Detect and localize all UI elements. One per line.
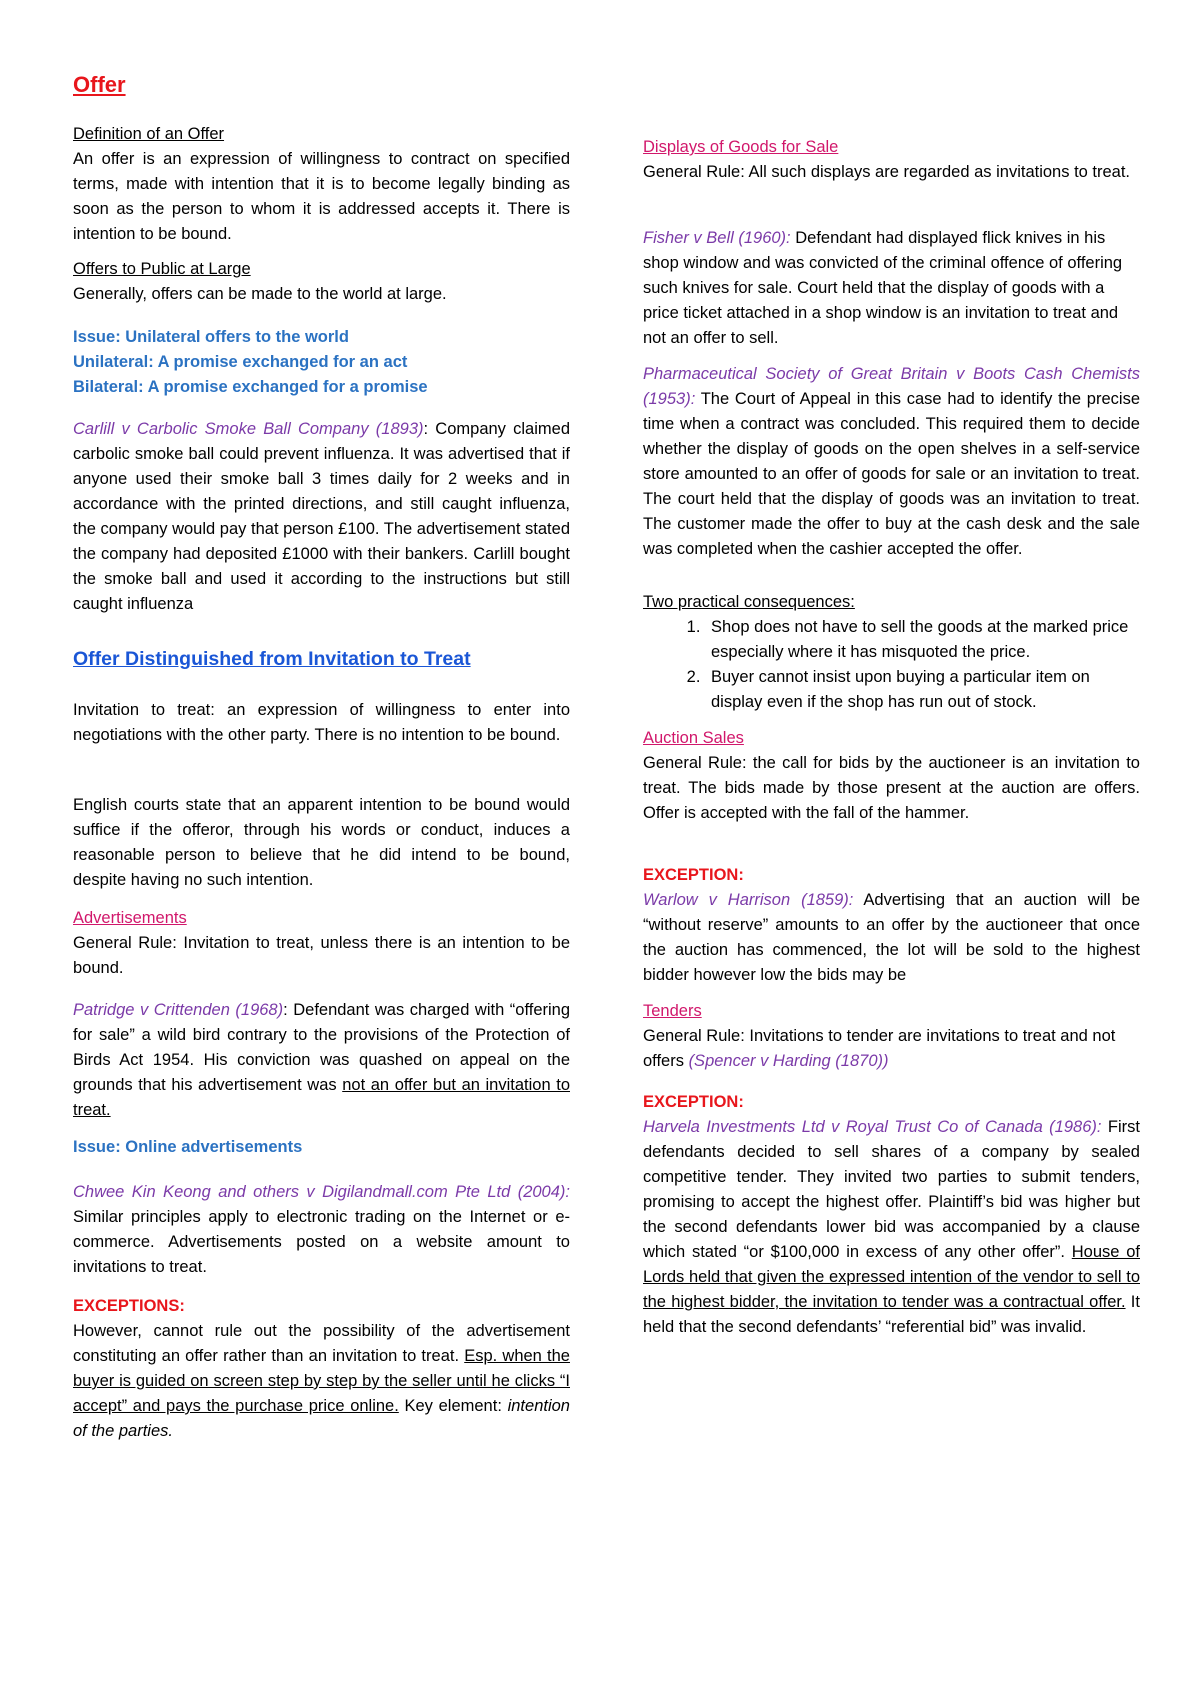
partridge-paragraph xyxy=(73,998,570,1123)
warlow-case-name: Warlow v Harrison (1859): xyxy=(643,891,854,909)
chwee-paragraph xyxy=(73,1180,570,1280)
boots-paragraph xyxy=(643,362,1140,562)
auction-heading: Auction Sales xyxy=(643,729,744,747)
harvela-paragraph xyxy=(643,1115,1140,1340)
displays-section xyxy=(643,135,1140,185)
distinguished-heading: Offer Distinguished from Invitation to Treat xyxy=(73,648,471,670)
fisher-text: Defendant had displayed flick knives in his shop window and was convicted of the criminal offence of offering such knives for sale. Court held that the display of goods with a price ticket attached in a shop window is an invitation to treat and not an offer to sell. xyxy=(643,229,1123,347)
boots-case-name: Pharmaceutical Society of Great Britain v Boots Cash Chemists (1953): xyxy=(643,365,1140,408)
carlill-colon: : xyxy=(423,420,429,438)
chwee-case-name: Chwee Kin Keong and others v Digilandmall.com Pte Ltd (2004): xyxy=(73,1183,570,1201)
partridge-case-name: Patridge v Crittenden (1968) xyxy=(73,1001,284,1019)
itt-paragraph: Invitation to treat: an expression of willingness to enter into negotiations with the other party. There is no intention to be bound. xyxy=(73,701,570,744)
tenders-heading: Tenders xyxy=(643,1002,702,1020)
advertisements-rule: General Rule: Invitation to treat, unless there is an intention to be bound. xyxy=(73,934,570,977)
carlill-text: Company claimed carbolic smoke ball could prevent influenza. It was advertised that if anyone used their smoke ball 3 times daily for 2 weeks and in accordance with the printed directions, and still caught influenza, the company would pay that person £100. The advertisement stated the company had deposited £1000 with their bankers. Carlill bought the smoke ball and used it according to the instructions but still caught influenza xyxy=(73,420,570,613)
fisher-paragraph xyxy=(643,226,1140,351)
tenders-section xyxy=(643,999,1140,1074)
list-item: 2. Buyer cannot insist upon buying a particular item on display even if the shop has run out of stock. xyxy=(705,665,1140,715)
exceptions-heading: EXCEPTIONS: xyxy=(73,1297,185,1315)
issue-line-2: Unilateral: A promise exchanged for an act xyxy=(73,353,408,371)
exceptions-text: However, cannot rule out the possibility of the advertisement constituting an offer rather than an invitation to treat. xyxy=(73,1322,570,1365)
public-text: Generally, offers can be made to the world at large. xyxy=(73,285,447,303)
warlow-paragraph xyxy=(643,888,1140,988)
online-issue: Issue: Online advertisements xyxy=(73,1138,303,1156)
consequences-section xyxy=(643,590,1140,715)
english-courts-paragraph: English courts state that an apparent intention to be bound would suffice if the offeror, through his words or conduct, induces a reasonable person to believe that he did intend to be bound, despite having no such intention. xyxy=(73,796,570,889)
tenders-exception-heading: EXCEPTION: xyxy=(643,1093,744,1111)
exceptions-italic: intention of the parties. xyxy=(73,1397,570,1440)
partridge-underlined: not an offer but an invitation to treat. xyxy=(73,1076,570,1119)
exceptions-underlined: Esp. when the buyer is guided on screen step by step by the seller until he clicks “I accept” and pays the purchase price online. xyxy=(73,1347,570,1415)
advertisements-section xyxy=(73,906,570,981)
public-heading: Offers to Public at Large xyxy=(73,260,251,278)
fisher-case-name: Fisher v Bell (1960): xyxy=(643,229,791,247)
issue-line-3: Bilateral: A promise exchanged for a promise xyxy=(73,378,428,396)
displays-rule: General Rule: All such displays are regarded as invitations to treat. xyxy=(643,163,1131,181)
tenders-rule: General Rule: Invitations to tender are invitations to treat and not offers xyxy=(643,1027,1116,1070)
page-title: Offer xyxy=(73,72,126,97)
public-section xyxy=(73,257,570,307)
chwee-text: Similar principles apply to electronic trading on the Internet or e-commerce. Advertisements posted on a website amount to invitations to treat. xyxy=(73,1208,570,1276)
consequences-list xyxy=(643,615,1140,715)
list-item: 1. Shop does not have to sell the goods at the marked price especially where it has misquoted the price. xyxy=(705,615,1140,665)
auction-exception xyxy=(643,863,1140,988)
auction-rule: General Rule: the call for bids by the auctioneer is an invitation to treat. The bids made by those present at the auction are offers. Offer is accepted with the fall of the hammer. xyxy=(643,754,1140,822)
tenders-exception xyxy=(643,1090,1140,1340)
partridge-text: Defendant was charged with “offering for sale” a wild bird contrary to the provisions of the Protection of Birds Act 1954. His conviction was quashed on appeal on the grounds that his advertisement was xyxy=(73,1001,571,1094)
carlill-case-name: Carlill v Carbolic Smoke Ball Company (1893) xyxy=(73,420,424,438)
definition-section xyxy=(73,122,570,247)
unilateral-issue xyxy=(73,325,570,400)
auction-section xyxy=(643,726,1140,826)
tenders-paragraph xyxy=(643,1024,1140,1074)
exceptions-section xyxy=(73,1294,570,1444)
warlow-text: Advertising that an auction will be “without reserve” amounts to an offer by the auctioneer that once the auction has commenced, the lot will be sold to the highest bidder however low the bids may be xyxy=(643,891,1140,984)
exceptions-paragraph xyxy=(73,1319,570,1444)
issue-line-1: Issue: Unilateral offers to the world xyxy=(73,328,349,346)
definition-heading: Definition of an Offer xyxy=(73,125,225,143)
spencer-case-name: (Spencer v Harding (1870)) xyxy=(688,1052,889,1070)
harvela-end: It held that the second defendants’ “referential bid” was invalid. xyxy=(643,1293,1140,1336)
auction-exception-heading: EXCEPTION: xyxy=(643,866,744,884)
advertisements-heading: Advertisements xyxy=(73,909,187,927)
harvela-case-name: Harvela Investments Ltd v Royal Trust Co of Canada (1986): xyxy=(643,1118,1102,1136)
boots-text: The Court of Appeal in this case had to identify the precise time when a contract was concluded. This required them to decide whether the display of goods on the open shelves in a self-service store amounted to an offer of goods for sale or an invitation to treat. The court held that the display of goods was an invitation to treat. The customer made the offer to buy at the cash desk and the sale was completed when the cashier accepted the offer. xyxy=(643,390,1140,558)
harvela-text: First defendants decided to sell shares of a company by sealed competitive tender. They invited two parties to submit tenders, promising to accept the highest offer. Plaintiff’s bid was higher but the second defendants lower bid was accompanied by a clause which stated “or $100,000 in excess of any other offer”. xyxy=(643,1118,1140,1261)
partridge-colon: : xyxy=(283,1001,288,1019)
exceptions-key: Key element: xyxy=(398,1397,508,1415)
displays-heading: Displays of Goods for Sale xyxy=(643,138,839,156)
harvela-underlined: House of Lords held that given the expressed intention of the vendor to sell to the highest bidder, the invitation to tender was a contractual offer. xyxy=(643,1243,1140,1311)
consequences-heading: Two practical consequences: xyxy=(643,593,855,611)
carlill-paragraph xyxy=(73,417,570,617)
definition-text: An offer is an expression of willingness to contract on specified terms, made with intention that it is to become legally binding as soon as the person to whom it is addressed accepts it. There is intention to be bound. xyxy=(73,150,570,243)
